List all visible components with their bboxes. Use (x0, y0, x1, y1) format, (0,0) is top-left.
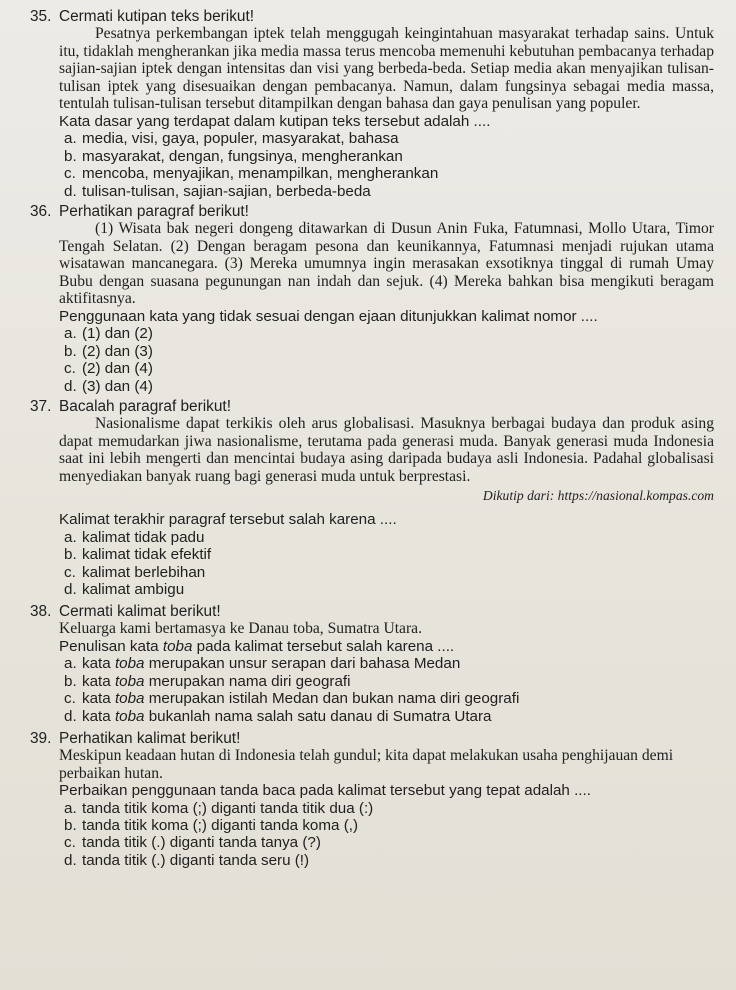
question-sentence: Keluarga kami bertamasya ke Danau toba, Sumatra Utara. (59, 620, 422, 638)
answer-options (59, 800, 714, 870)
option-letter: d. (64, 581, 77, 598)
option-text: (2) dan (3) (82, 342, 153, 360)
question-number: 38. (30, 603, 52, 621)
question-prompt: Perbaikan penggunaan tanda baca pada kalimat tersebut yang tepat adalah .... (59, 782, 591, 800)
option-letter: c. (64, 165, 76, 183)
option-letter: c. (64, 360, 76, 378)
option-letter: d. (64, 851, 77, 869)
option-letter: d. (64, 377, 77, 395)
option-letter: b. (64, 817, 77, 835)
answer-option-c[interactable] (64, 834, 714, 851)
option-text: kalimat tidak efektif (82, 546, 212, 564)
question-header (30, 8, 714, 25)
option-pre: kata (82, 672, 115, 690)
option-text: (2) dan (4) (82, 360, 153, 378)
question-header (30, 203, 714, 220)
answer-option-b[interactable] (64, 817, 714, 834)
answer-options (59, 529, 714, 599)
option-text: mencoba, menyajikan, menampilkan, mengherankan (82, 165, 439, 183)
option-text: tanda titik koma (;) diganti tanda titik dua (:) (82, 799, 374, 817)
option-word: toba (114, 672, 145, 690)
option-letter: b. (64, 342, 77, 360)
option-letter: a. (64, 528, 77, 546)
option-text: (3) dan (4) (82, 377, 153, 395)
option-letter: b. (64, 546, 77, 564)
question-header (30, 603, 714, 620)
answer-option-c[interactable] (64, 690, 714, 707)
option-letter: a. (64, 130, 77, 148)
option-letter: b. (64, 672, 77, 690)
option-text (82, 655, 460, 672)
option-letter: a. (64, 655, 77, 673)
question-38 (30, 603, 714, 725)
answer-option-d[interactable] (64, 708, 714, 725)
option-word: toba (114, 690, 145, 708)
answer-option-a[interactable] (64, 529, 714, 546)
option-letter: c. (64, 834, 76, 852)
question-number: 37. (30, 398, 52, 415)
prompt-word: toba (162, 638, 193, 655)
answer-option-d[interactable] (64, 183, 714, 200)
option-text: tulisan-tulisan, sajian-sajian, berbeda-beda (82, 182, 371, 200)
option-post: merupakan unsur serapan dari bahasa Medan (144, 655, 461, 673)
option-post: merupakan nama diri geografi (144, 672, 351, 690)
answer-option-d[interactable] (64, 581, 714, 598)
question-number: 36. (30, 203, 52, 220)
answer-option-d[interactable] (64, 378, 714, 395)
question-36 (30, 203, 714, 395)
answer-option-d[interactable] (64, 852, 714, 869)
prompt-before: Penulisan kata (59, 638, 163, 655)
option-text (82, 708, 492, 725)
option-text: tanda titik (.) diganti tanda seru (!) (82, 851, 310, 869)
option-text: kalimat tidak padu (82, 528, 205, 546)
option-pre: kata (82, 707, 115, 725)
option-post: merupakan istilah Medan dan bukan nama diri geografi (144, 690, 520, 708)
question-passage: Nasionalisme dapat terkikis oleh arus globalisasi. Masuknya berbagai budaya dan produk asing dapat memudarkan jiwa nasionalisme, terutama pada generasi muda. Banyak generasi muda Indonesia saat ini lebih mengerti dan mencintai budaya asing daripada budaya asli Indonesia. Padahal globalisasi menyediakan banyak ruang bagi generasi muda untuk berprestasi. (59, 415, 714, 485)
option-text: tanda titik (.) diganti tanda tanya (?) (82, 834, 321, 852)
question-number: 39. (30, 730, 52, 748)
option-letter: a. (64, 799, 77, 817)
option-text (82, 673, 351, 690)
option-letter: d. (64, 707, 77, 725)
question-prompt: Penggunaan kata yang tidak sesuai dengan ejaan ditunjukkan kalimat nomor .... (59, 307, 598, 325)
answer-option-c[interactable] (64, 165, 714, 182)
answer-options (59, 325, 714, 395)
answer-option-b[interactable] (64, 148, 714, 165)
option-text: media, visi, gaya, populer, masyarakat, bahasa (82, 130, 399, 148)
answer-option-a[interactable] (64, 325, 714, 342)
question-37 (30, 398, 714, 598)
question-35 (30, 8, 714, 200)
answer-options (59, 655, 714, 725)
question-39 (30, 730, 714, 869)
question-passage: Pesatnya perkembangan iptek telah menggugah keingintahuan masyarakat terhadap sains. Untuk itu, tidaklah mengherankan jika media massa terus mencoba memenuhi kebutuhan pembacanya terhadap sajian-sajian iptek dengan intensitas dan visi yang berbeda-beda. Setiap media akan menyajikan tulisan-tulisan iptek yang disesuaikan dengan pembacanya. Namun, dalam fungsinya sebagai media massa, tentulah tulisan-tulisan tersebut ditampilkan dengan bahasa dan gaya penulisan yang populer. (59, 25, 714, 113)
question-title: Perhatikan kalimat berikut! (59, 730, 241, 748)
answer-option-a[interactable] (64, 655, 714, 672)
question-prompt: Kalimat terakhir paragraf tersebut salah karena .... (59, 511, 397, 529)
option-pre: kata (82, 690, 115, 708)
passage-source: Dikutip dari: https://nasional.kompas.com (482, 488, 714, 504)
question-sentence: Meskipun keadaan hutan di Indonesia telah gundul; kita dapat melakukan usaha penghijauan demi perbaikan hutan. (59, 747, 674, 782)
question-prompt: Kata dasar yang terdapat dalam kutipan teks tersebut adalah .... (59, 112, 491, 130)
answer-option-a[interactable] (64, 800, 714, 817)
question-number: 35. (30, 8, 52, 25)
option-letter: b. (64, 147, 77, 165)
option-letter: a. (64, 325, 77, 343)
answer-option-c[interactable] (64, 564, 714, 581)
question-title: Cermati kalimat berikut! (59, 603, 221, 621)
option-post: bukanlah nama salah satu danau di Sumatra Utara (144, 707, 492, 725)
question-title: Perhatikan paragraf berikut! (59, 203, 249, 220)
question-header (30, 398, 714, 415)
option-text: masyarakat, dengan, fungsinya, mengherankan (82, 147, 403, 165)
option-letter: d. (64, 182, 77, 200)
question-title: Bacalah paragraf berikut! (59, 398, 231, 415)
option-text: (1) dan (2) (82, 325, 153, 343)
option-text: tanda titik koma (;) diganti tanda koma (,) (82, 817, 359, 835)
prompt-after: pada kalimat tersebut salah karena .... (192, 638, 455, 655)
option-word: toba (114, 655, 145, 673)
question-title: Cermati kutipan teks berikut! (59, 8, 255, 25)
answer-option-b[interactable] (64, 343, 714, 360)
answer-options (59, 130, 714, 200)
question-header (30, 730, 714, 747)
option-letter: c. (64, 563, 76, 581)
option-word: toba (114, 707, 145, 725)
option-text: kalimat ambigu (82, 581, 185, 598)
answer-option-c[interactable] (64, 360, 714, 377)
answer-option-b[interactable] (64, 673, 714, 690)
option-letter: c. (64, 690, 76, 708)
answer-option-a[interactable] (64, 130, 714, 147)
option-text: kalimat berlebihan (82, 563, 206, 581)
question-prompt (59, 638, 714, 655)
option-text (82, 690, 519, 707)
option-pre: kata (82, 655, 115, 673)
answer-option-b[interactable] (64, 546, 714, 563)
question-passage: (1) Wisata bak negeri dongeng ditawarkan di Dusun Anin Fuka, Fatumnasi, Mollo Utara, Timor Tengah Selatan. (2) Dengan beragam pesona dan keunikannya, Fatumnasi menjadi rujukan utama wisatawan mancanegara. (3) Mereka umumnya ingin merasakan exsotiknya tinggal di rumah Umay Bubu dengan suasana pegunungan nan indah dan sejuk. (4) Mereka bahkan bisa mengikuti beragam aktifitasnya. (59, 220, 714, 308)
